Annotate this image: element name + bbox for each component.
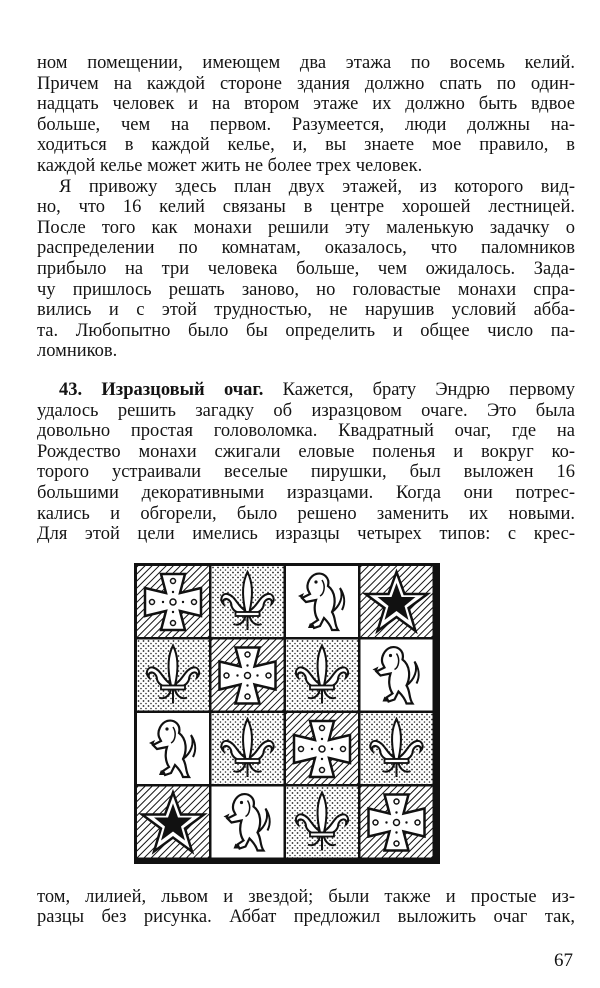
text-section-after-figure <box>37 887 575 928</box>
text-line: ломников. <box>37 341 118 362</box>
text-line: довольно простая головоломка. Квадратный очаг, где на <box>37 421 575 442</box>
tile-lion <box>361 640 433 711</box>
tile-cross <box>137 566 209 637</box>
text-line: Для этой цели имелись изразцы четырех типов: с крес- <box>37 524 575 545</box>
text-line <box>37 380 575 401</box>
text-line: После того как монахи решили эту маленькую задачку о <box>37 217 575 238</box>
tile-lily <box>137 640 209 711</box>
tile-lily <box>212 713 284 784</box>
text-line: вились и с этой трудностью, не нарушив условий абба- <box>37 300 575 321</box>
tile-lily <box>286 640 358 711</box>
text-line: кались и обгорели, было решено заменить их новыми. <box>37 503 575 524</box>
tile-star <box>137 787 209 858</box>
puzzle-heading: 43. Изразцовый очаг. <box>59 380 264 400</box>
tile-lily <box>212 566 284 637</box>
text-line: ном помещении, имеющем два этажа по восемь келий. <box>37 53 575 73</box>
tile-lion <box>137 713 209 784</box>
tile-lily <box>286 787 358 858</box>
text-line: разцы без рисунка. Аббат предложил выложить очаг так, <box>37 907 575 928</box>
page-number: 67 <box>554 950 573 971</box>
hearth-tiles-figure <box>134 563 440 864</box>
text-line: удалось решить загадку об изразцовом очаге. Это была <box>37 400 575 421</box>
tile-lion <box>212 787 284 858</box>
text-line: торого устраивали веселые пирушки, был выложен 16 <box>37 462 575 483</box>
tile-cross <box>212 640 284 711</box>
text-section-1 <box>37 53 575 362</box>
text-line: чу пришлось решать заново, но головастые монахи спра- <box>37 279 575 300</box>
tile-lion <box>286 566 358 637</box>
text-line: Рождество монахи сжигали еловые поленья и вокруг ко- <box>37 441 575 462</box>
text-line: та. Любопытно было бы определить и общее число па- <box>37 320 575 341</box>
text-line: распределении по комнатам, оказалось, что паломников <box>37 238 575 259</box>
text-fragment: Кажется, брату Эндрю первому <box>282 380 576 400</box>
text-line: надцать человек и на втором этаже их должно быть вдвое <box>37 94 575 115</box>
text-line: том, лилией, львом и звездой; были также и простые из- <box>37 887 575 907</box>
tile-star <box>361 566 433 637</box>
tile-cross <box>286 713 358 784</box>
text-line: прибыло на три человека больше, чем ожидалось. Зада- <box>37 258 575 279</box>
text-line: Я привожу здесь план двух этажей, из которого вид- <box>59 176 575 197</box>
text-line: больше, чем на первом. Разумеется, люди должны на- <box>37 114 575 135</box>
text-line: ходиться в каждой келье, и, вы знаете мое правило, в <box>37 135 575 156</box>
text-line: но, что 16 келий связаны в центре хорошей лестницей. <box>37 197 575 218</box>
text-line: Причем на каждой стороне здания должно спать по один- <box>37 73 575 94</box>
puzzle-43-section <box>37 380 575 545</box>
text-line: каждой келье может жить не более трех человек. <box>37 155 423 176</box>
tile-cross <box>361 787 433 858</box>
text-line: большими декоративными изразцами. Когда они потрес- <box>37 482 575 503</box>
tile-lily <box>361 713 433 784</box>
